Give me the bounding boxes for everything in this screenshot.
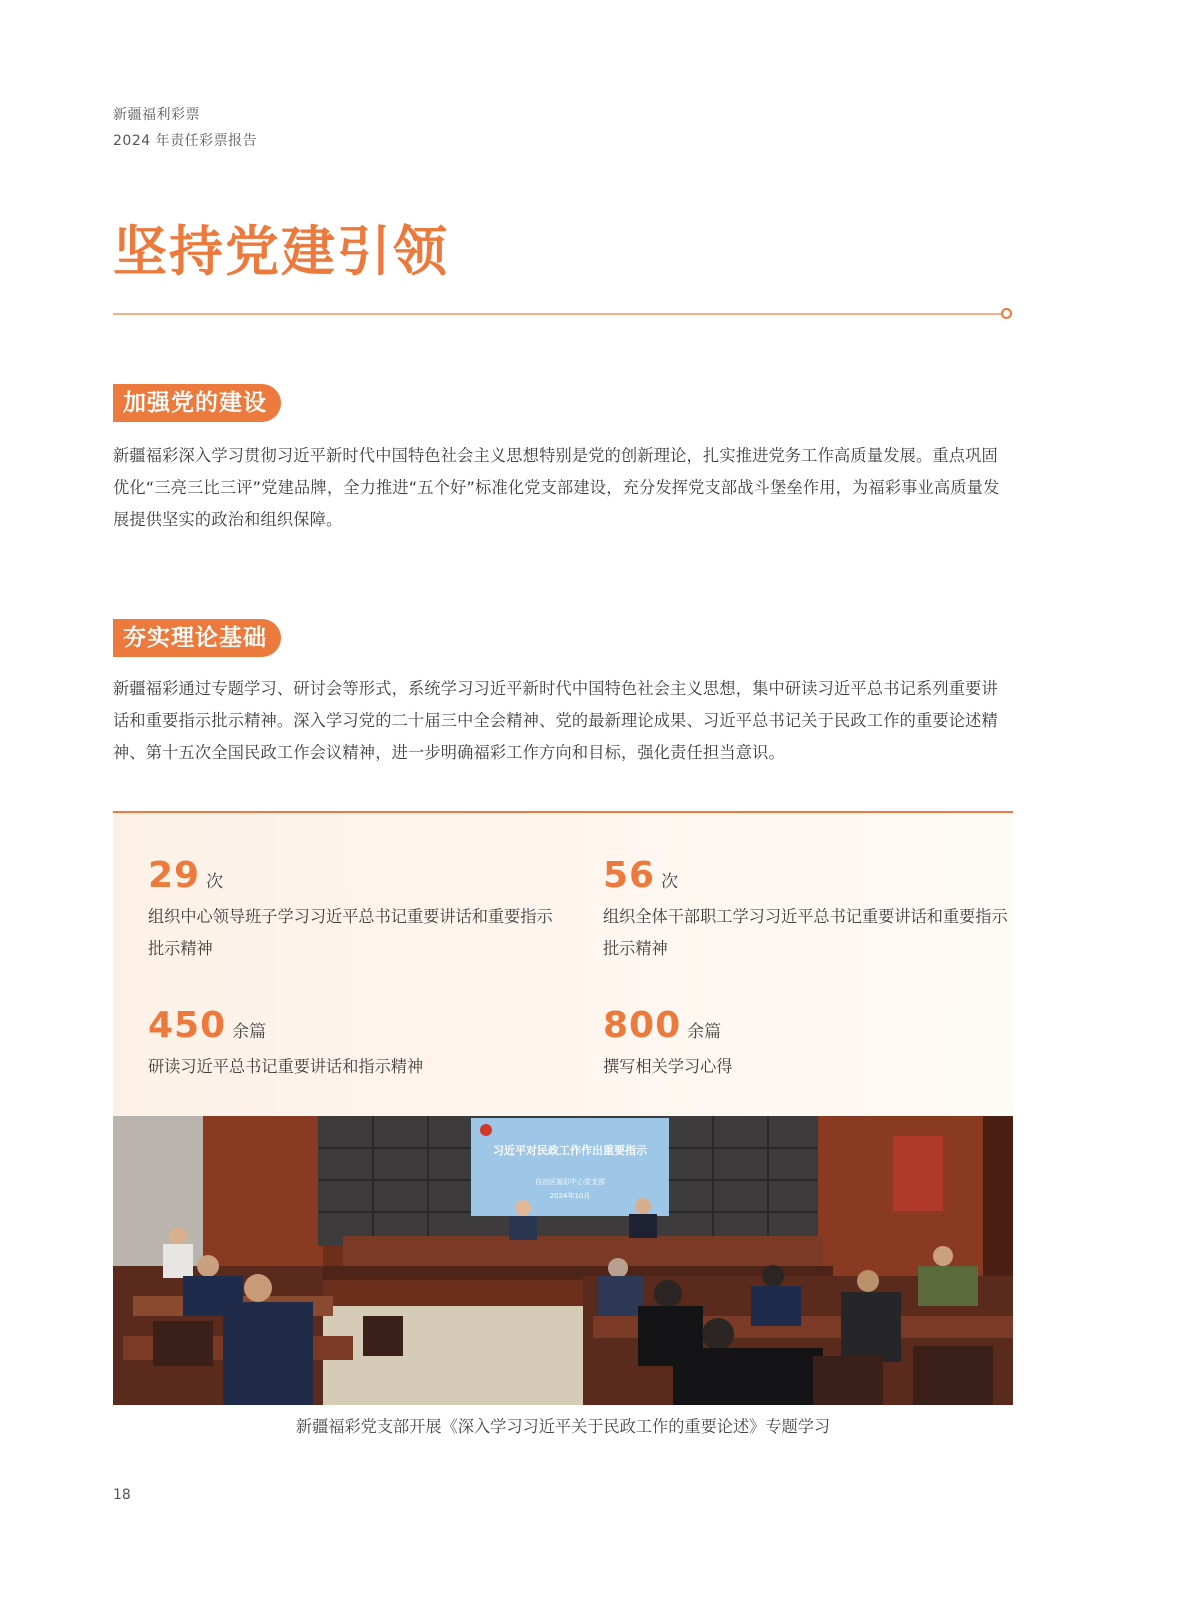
photo-caption: 新疆福彩党支部开展《深入学习习近平关于民政工作的重要论述》专题学习 [295,1417,831,1436]
stat-description: 撰写相关学习心得 [603,1057,733,1076]
stat-item [148,1003,568,1083]
page-number: 18 [113,1487,131,1503]
stat-unit: 余篇 [232,1022,267,1042]
header-org: 新疆福利彩票 [113,107,200,123]
title-divider-dot [1001,308,1012,319]
stat-unit: 余篇 [687,1022,722,1042]
section-tag-theory: 夯实理论基础 [113,619,281,657]
stat-item [603,1003,1023,1083]
stat-number: 450 [148,1005,227,1046]
report-header [113,102,257,154]
stat-number: 800 [603,1005,682,1046]
stat-unit: 次 [206,872,224,892]
stat-number: 29 [148,855,201,896]
section-tag-party-building: 加强党的建设 [113,384,281,422]
stats-panel [113,811,1013,1116]
page-title: 坚持党建引领 [113,219,449,283]
stat-item [148,853,568,965]
stat-item [603,853,1023,965]
stat-description: 组织中心领导班子学习习近平总书记重要讲话和重要指示批示精神 [148,907,553,958]
stat-unit: 次 [661,872,679,892]
title-divider [113,313,1005,315]
stat-description: 研读习近平总书记重要讲话和指示精神 [148,1057,424,1076]
section-paragraph-party-building: 新疆福彩深入学习贯彻习近平新时代中国特色社会主义思想特别是党的创新理论，扎实推进党务工作高质量发展。重点巩固优化“三亮三比三评”党建品牌，全力推进“五个好”标准化党支部建设，充分发挥党支部战斗堡垒作用，为福彩事业高质量发展提供坚实的政治和组织保障。 [113,446,1000,529]
stat-description: 组织全体干部职工学习习近平总书记重要讲话和重要指示批示精神 [603,907,1008,958]
screen-title: 习近平对民政工作作出重要指示 [493,1144,647,1157]
meeting-photo [113,1116,1013,1405]
screen-date: 2024年10月 [549,1192,591,1200]
header-report-title: 2024 年责任彩票报告 [113,133,258,149]
section-paragraph-theory: 新疆福彩通过专题学习、研讨会等形式，系统学习习近平新时代中国特色社会主义思想，集中研读习近平总书记系列重要讲话和重要指示批示精神。深入学习党的二十届三中全会精神、党的最新理论成果、习近平总书记关于民政工作的重要论述精神、第十五次全国民政工作会议精神，进一步明确福彩工作方向和目标，强化责任担当意识。 [113,679,998,762]
screen-subtitle: 自治区福彩中心党支部 [535,1178,605,1186]
stat-number: 56 [603,855,656,896]
